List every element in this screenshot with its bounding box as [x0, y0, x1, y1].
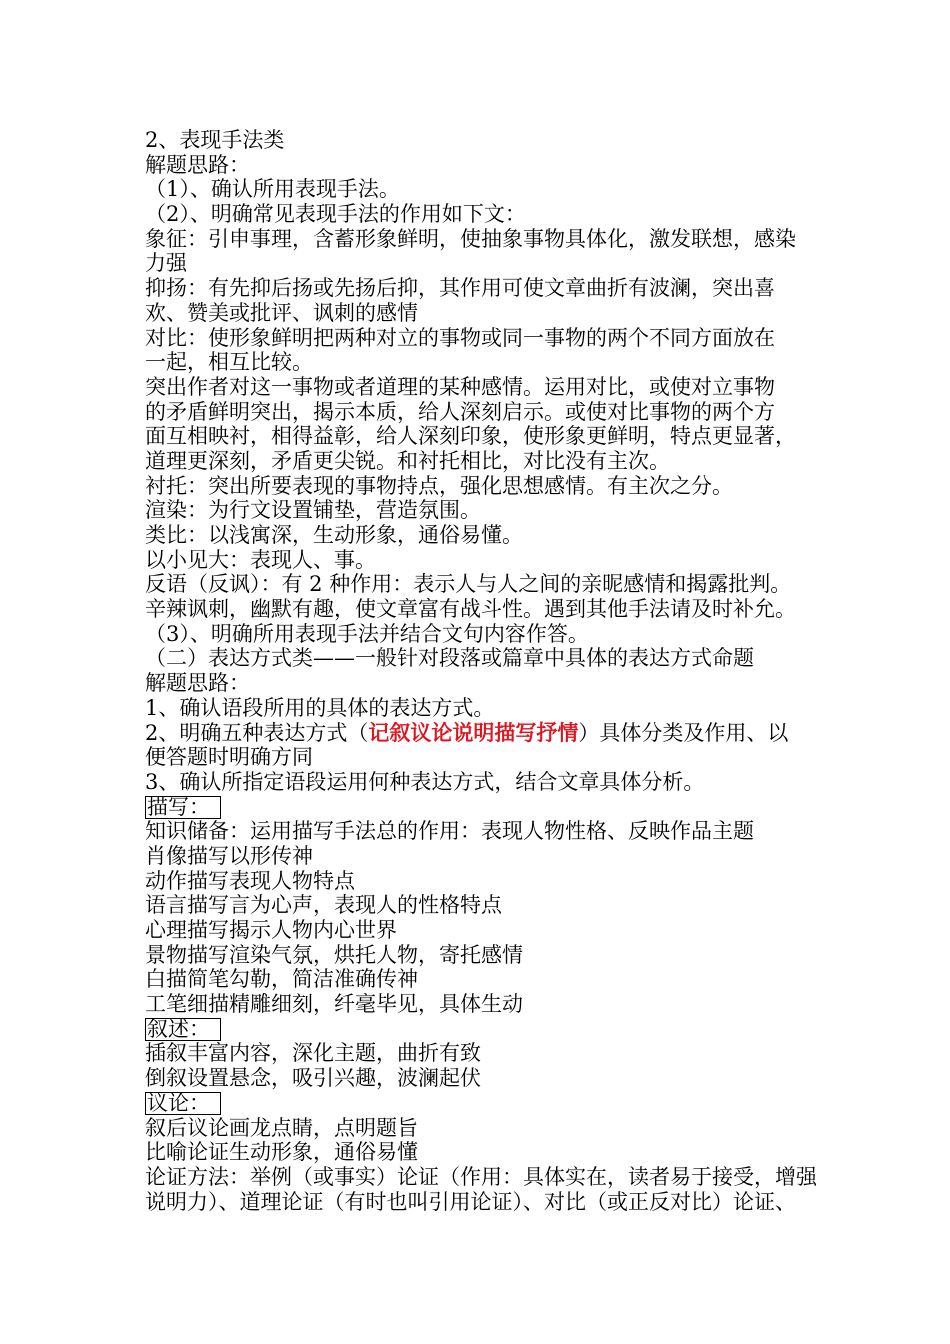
text-line: （3）、明确所用表现手法并结合文句内容作答。 — [145, 621, 589, 646]
text-line: 渲染：为行文设置铺垫，营造氛围。 — [145, 498, 481, 523]
heading-description-row — [145, 795, 815, 820]
text-line: 欢、赞美或批评、讽刺的感情 — [145, 300, 418, 325]
text-line: 突出作者对这一事物或者道理的某种感情。运用对比，或使对立事物 — [145, 374, 775, 399]
text-line: 对比：使形象鲜明把两种对立的事物或同一事物的两个不同方面放在 — [145, 325, 775, 350]
heading-description: 描写： — [145, 796, 221, 819]
text-line: 2、表现手法类 — [145, 128, 285, 152]
text-line: 面互相映衬，相得益彰，给人深刻印象，使形象更鲜明，特点更显著， — [145, 424, 796, 449]
text-line: （2）、明确常见表现手法的作用如下文： — [145, 202, 526, 227]
heading-narration: 叙述： — [145, 1018, 221, 1041]
heading-argument: 议论： — [145, 1092, 221, 1115]
text-line: （1）、确认所用表现手法。 — [145, 177, 400, 202]
text-line: 象征：引申事理，含蓄形象鲜明，使抽象事物具体化，激发联想，感染 — [145, 226, 796, 251]
line-prefix: 2、明确五种表达方式（ — [145, 720, 369, 745]
text-line: 一起，相互比较。 — [145, 350, 313, 375]
text-line: 解题思路： — [145, 671, 250, 696]
text-line: 白描简笔勾勒，简洁准确传神 — [145, 967, 418, 992]
text-line: 论证方法：举例（或事实）论证（作用：具体实在，读者易于接受，增强 — [145, 1164, 817, 1189]
text-line: 以小见大：表现人、事。 — [145, 547, 376, 572]
text-line: 语言描写言为心声，表现人的性格特点 — [145, 893, 502, 918]
text-line: 1、确认语段所用的具体的表达方式。 — [145, 695, 495, 720]
text-line: 3、确认所指定语段运用何种表达方式，结合文章具体分析。 — [145, 769, 705, 794]
text-line: 解题思路： — [145, 152, 250, 177]
text-line: 辛辣讽刺，幽默有趣，使文章富有战斗性。遇到其他手法请及时补允。 — [145, 597, 796, 622]
text-line: 的矛盾鲜明突出，揭示本质，给人深刻启示。或使对比事物的两个方 — [145, 399, 775, 424]
text-line: 插叙丰富内容，深化主题，曲折有致 — [145, 1041, 481, 1066]
document-body — [145, 128, 815, 1214]
text-line: 抑扬：有先抑后扬或先扬后抑，其作用可使文章曲折有波澜，突出喜 — [145, 276, 775, 301]
text-line: 工笔细描精雕细刻，纤毫毕见，具体生动 — [145, 992, 523, 1017]
text-line: 动作描写表现人物特点 — [145, 868, 355, 893]
text-line: （二）表达方式类——一般针对段落或篇章中具体的表达方式命题 — [145, 646, 754, 671]
text-line: 心理描写揭示人物内心世界 — [145, 918, 397, 942]
text-line: 力强 — [145, 251, 187, 276]
text-line: 倒叙设置悬念，吸引兴趣，波澜起伏 — [145, 1066, 481, 1091]
text-line-with-highlight — [145, 721, 815, 746]
text-line: 肖像描写以形传神 — [145, 843, 313, 868]
text-line: 衬托：突出所要表现的事物持点，强化思想感情。有主次之分。 — [145, 473, 733, 498]
text-line: 反语（反讽）：有 2 种作用：表示人与人之间的亲昵感情和揭露批判。 — [145, 572, 792, 597]
heading-argument-row — [145, 1091, 815, 1116]
text-line: 叙后议论画龙点睛，点明题旨 — [145, 1115, 418, 1140]
text-line: 知识储备：运用描写手法总的作用：表现人物性格、反映作品主题 — [145, 819, 754, 844]
line-suffix: ）具体分类及作用、以 — [578, 720, 789, 745]
text-line: 便答题时明确方同 — [145, 745, 313, 770]
text-line: 道理更深刻，矛盾更尖锐。和衬托相比，对比没有主次。 — [145, 448, 670, 473]
text-line: 景物描写渲染气氛，烘托人物，寄托感情 — [145, 942, 523, 967]
text-line: 类比：以浅寓深，生动形象，通俗易懂。 — [145, 523, 523, 547]
text-line: 说明力）、道理论证（有时也叫引用论证）、对比（或正反对比）论证、 — [145, 1189, 796, 1214]
highlighted-expression-types: 记叙议论说明描写抒情 — [368, 719, 579, 745]
text-line: 比喻论证生动形象，通俗易懂 — [145, 1140, 418, 1165]
heading-narration-row — [145, 1017, 815, 1042]
